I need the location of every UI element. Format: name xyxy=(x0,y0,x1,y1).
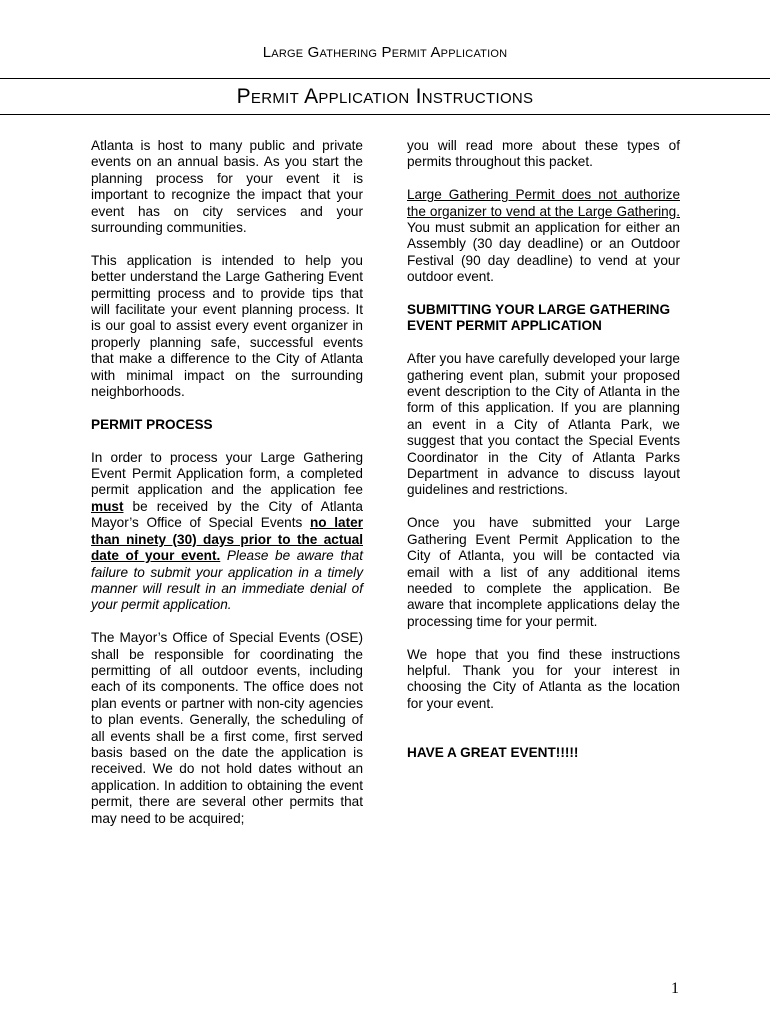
header-rule-top xyxy=(0,78,770,79)
right-column xyxy=(407,138,680,778)
process-text-b: be received by the City of Atlanta Mayor’s Office of Special Events xyxy=(91,498,363,531)
permit-process-paragraph xyxy=(91,450,363,614)
submitting-paragraph: After you have carefully developed your large gathering event plan, submit your proposed event description to the City of Atlanta in the form of this application. If you are planning an event in a City of Atlanta Park, we suggest that you contact the Special Events Coordinator in the City of Atlanta Parks Department in advance to discuss layout guidelines and restrictions. xyxy=(407,351,680,498)
denial-warning: Please be aware that failure to submit your application in a timely manner will result in an immediate denial of your permit application. xyxy=(91,548,363,613)
vending-paragraph xyxy=(407,187,680,285)
closing-line: HAVE A GREAT EVENT!!!!! xyxy=(407,744,579,760)
intro-paragraph-1: Atlanta is host to many public and private events on an annual basis. As you start the planning process for your event it is important to recognize the impact that your event has on city services and your surrounding communities. xyxy=(91,138,363,236)
header-rule-bottom xyxy=(0,114,770,115)
running-header: Large Gathering Permit Application xyxy=(262,44,508,61)
ose-paragraph: The Mayor’s Office of Special Events (OSE) shall be responsible for coordinating the permitting of all outdoor events, including each of its components. The office does not plan events or partner with non-city agencies to plan events. Generally, the scheduling of all events shall be a first come, first served basis based on the date the application is received. We do not hold dates without an application. In addition to obtaining the event permit, there are several other permits that may need to be acquired; xyxy=(91,630,363,826)
left-column xyxy=(91,138,363,843)
page-title: Permit Application Instructions xyxy=(236,85,534,108)
vending-text: You must submit an application for either an Assembly (30 day deadline) or an Outdoor Festival (90 day deadline) to vend at your outdoor event. xyxy=(407,220,680,285)
deadline-emphasis: no later than ninety (30) days prior to the actual date of your event. xyxy=(91,515,363,564)
vending-notice: Large Gathering Permit does not authorize the organizer to vend at the Large Gathering. xyxy=(407,187,680,219)
contact-paragraph: Once you have submitted your Large Gathering Event Permit Application to the City of Atlanta, you will be contacted via email with a list of any additional items needed to complete the application. Be aware that incomplete applications delay the processing time for your permit. xyxy=(407,515,680,629)
must-emphasis: must xyxy=(91,498,124,514)
process-text-a: In order to process your Large Gathering Event Permit Application form, a completed permit application and the application fee xyxy=(91,449,363,498)
continuation-paragraph: you will read more about these types of permits throughout this packet. xyxy=(407,138,680,170)
submitting-heading: SUBMITTING YOUR LARGE GATHERING EVENT PERMIT APPLICATION xyxy=(407,302,671,334)
permit-process-heading: PERMIT PROCESS xyxy=(91,416,213,432)
page-number: 1 xyxy=(671,980,679,997)
thanks-paragraph: We hope that you find these instructions helpful. Thank you for your interest in choosing the City of Atlanta as the location for your event. xyxy=(407,646,680,711)
intro-paragraph-2: This application is intended to help you better understand the Large Gathering Event permitting process and to provide tips that will facilitate your event planning process. It is our goal to assist every event organizer in properly planning safe, successful events that make a difference to the City of Atlanta with minimal impact on the surrounding neighborhoods. xyxy=(91,252,363,400)
